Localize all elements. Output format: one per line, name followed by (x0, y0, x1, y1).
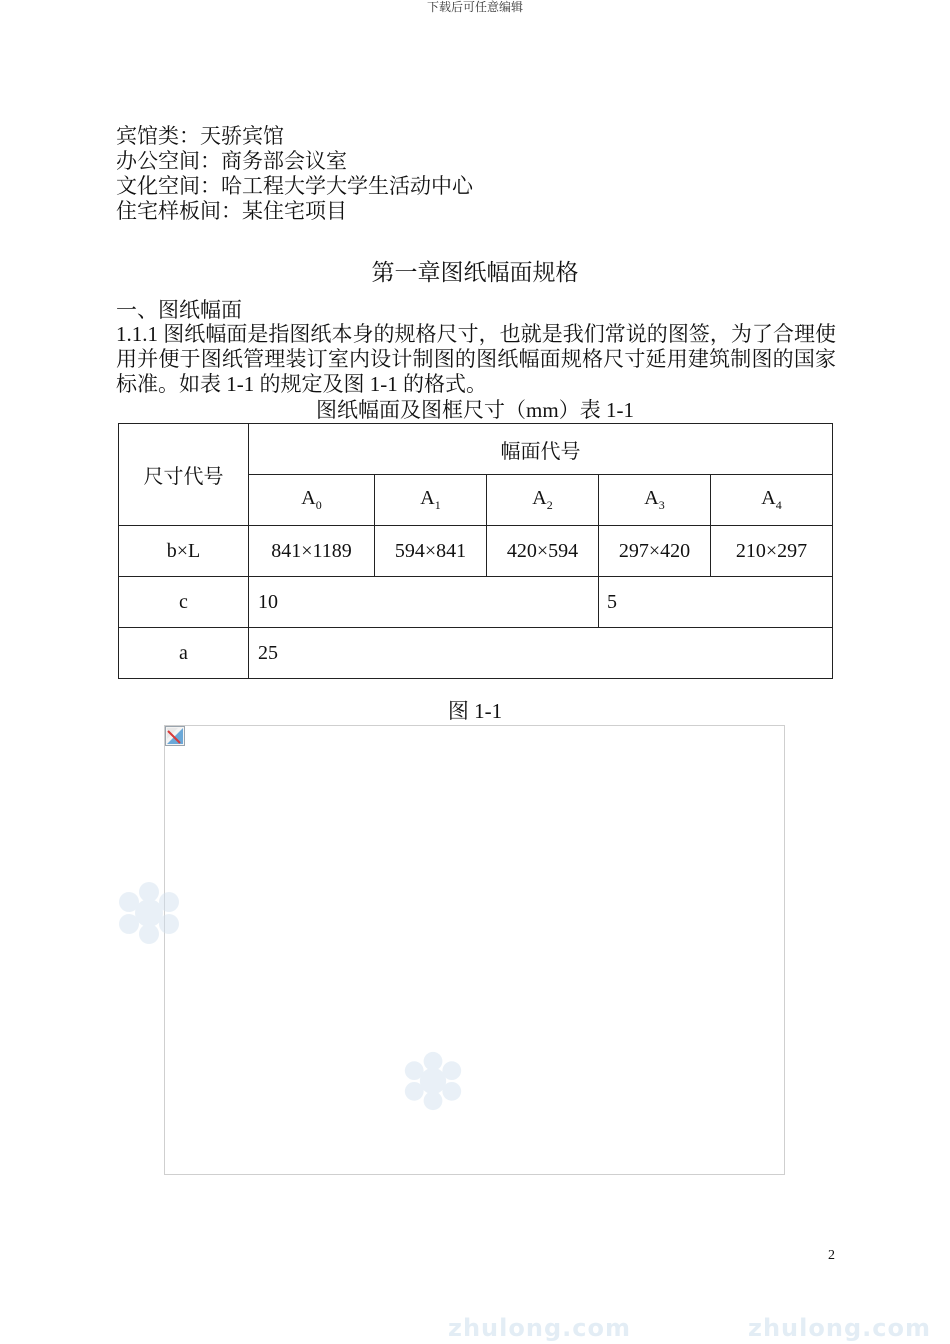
size-code-cell: $A_1$ (375, 475, 487, 526)
bxl-value-cell: 594×841 (375, 526, 487, 577)
table-row (119, 577, 833, 628)
watermark-brand-left: zhulong.com (448, 1314, 631, 1342)
watermark-flower-icon (114, 880, 184, 946)
a-label-cell: a (119, 628, 249, 679)
table-caption: 图纸幅面及图框尺寸（mm）表 1-1 (316, 398, 634, 422)
c-value-cell-a3-a4: 5 (599, 577, 833, 628)
figure-image-frame (164, 725, 785, 1175)
bxl-value-cell: 841×1189 (249, 526, 375, 577)
bxl-value-cell: 297×420 (599, 526, 711, 577)
broken-image-icon (165, 726, 185, 746)
size-code-cell: $A_0$ (249, 475, 375, 526)
bxl-value-cell: 210×297 (711, 526, 833, 577)
bxl-label-cell: b×L (119, 526, 249, 577)
page-number: 2 (828, 1248, 835, 1263)
table-header-row (119, 424, 833, 475)
header-note: 下载后可任意编辑 (426, 0, 523, 14)
c-label-cell: c (119, 577, 249, 628)
table-row (119, 628, 833, 679)
section-title: 一、图纸幅面 (116, 298, 242, 322)
intro-line-office: 办公空间：商务部会议室 (116, 149, 347, 173)
sheet-size-table (118, 423, 833, 679)
a-value-cell: 25 (249, 628, 833, 679)
figure-caption: 图 1-1 (447, 699, 503, 723)
chapter-title: 第一章图纸幅面规格 (371, 260, 579, 285)
watermark-flower-icon (400, 1050, 466, 1112)
size-code-cell: $A_4$ (711, 475, 833, 526)
c-value-cell-a0-a2: 10 (249, 577, 599, 628)
group-header-cell: 幅面代号 (249, 424, 833, 475)
intro-line-hotel: 宾馆类：天骄宾馆 (116, 124, 284, 148)
size-code-cell: $A_2$ (487, 475, 599, 526)
watermark-brand-right: zhulong.com (748, 1314, 931, 1342)
row-header-cell: 尺寸代号 (119, 424, 249, 526)
bxl-value-cell: 420×594 (487, 526, 599, 577)
size-code-cell: $A_3$ (599, 475, 711, 526)
intro-line-culture: 文化空间：哈工程大学大学生活动中心 (116, 174, 473, 198)
intro-block (116, 124, 473, 224)
body-paragraph: 1.1.1 图纸幅面是指图纸本身的规格尺寸，也就是我们常说的图签，为了合理使用并便于图纸管理装订室内设计制图的图纸幅面规格尺寸延用建筑制图的国家标准。如表 1-1 的规定及图 1-1 的格式。 (116, 322, 836, 396)
table-row (119, 526, 833, 577)
intro-line-residential: 住宅样板间：某住宅项目 (116, 199, 347, 223)
